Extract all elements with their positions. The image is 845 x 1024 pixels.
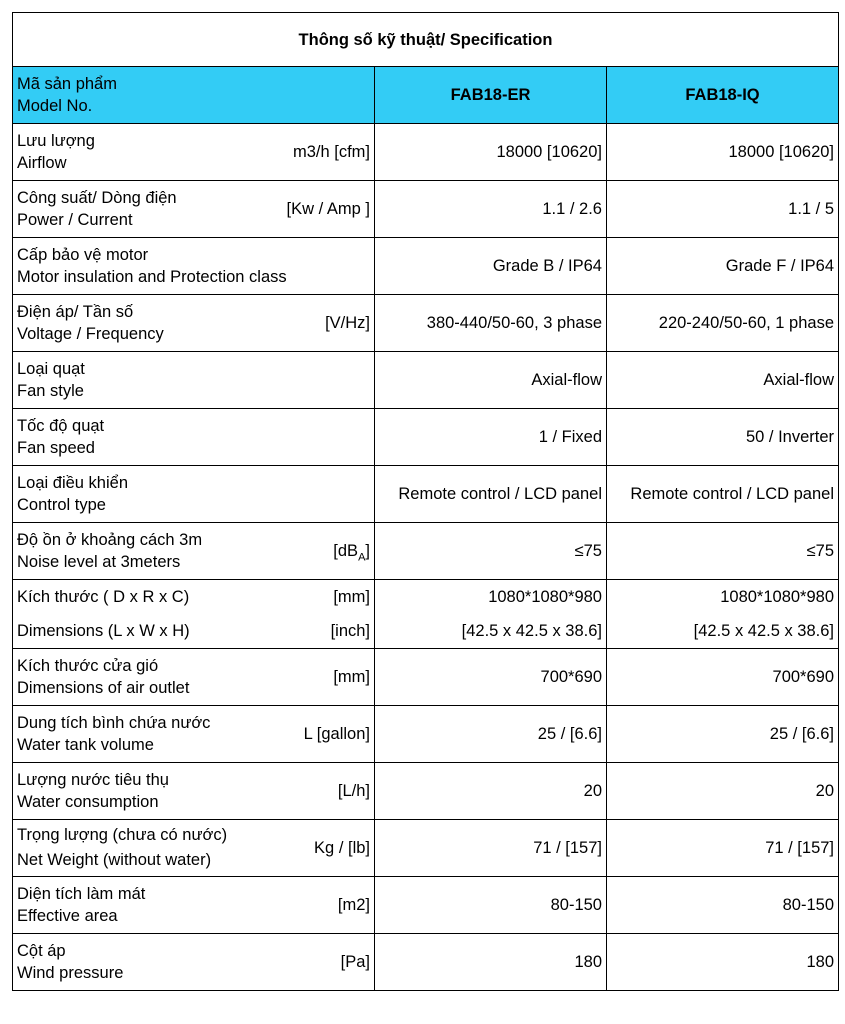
value-er [375, 580, 607, 649]
label-vi: Kích thước ( D x R x C) [17, 588, 190, 606]
value-iq: 25 / [6.6] [607, 706, 839, 763]
unit-mm: [mm] [333, 588, 370, 606]
value-er: Axial-flow [375, 352, 607, 409]
label-vi: Diện tích làm mát [17, 885, 146, 903]
row-label [13, 181, 375, 238]
model-label-vi: Mã sản phẩm [17, 75, 117, 93]
row-label [13, 466, 375, 523]
specification-table [12, 12, 839, 991]
table-row [13, 580, 839, 649]
label-vi: Công suất/ Dòng điện [17, 189, 177, 207]
row-label [13, 820, 375, 877]
value-er: 700*690 [375, 649, 607, 706]
value-inch: [42.5 x 42.5 x 38.6] [461, 622, 602, 640]
value-er: 1.1 / 2.6 [375, 181, 607, 238]
table-row [13, 523, 839, 580]
label-vi: Loại quạt [17, 360, 85, 378]
label-vi: Loại điều khiển [17, 474, 129, 492]
unit: [Kw / Amp ] [286, 200, 370, 218]
label-vi: Dung tích bình chứa nước [17, 714, 211, 732]
unit: L [gallon] [303, 725, 370, 743]
label-en: Airflow [17, 154, 67, 172]
value-er: 71 / [157] [375, 820, 607, 877]
value-er: 380-440/50-60, 3 phase [375, 295, 607, 352]
table-row [13, 820, 839, 877]
table-row [13, 124, 839, 181]
value-iq: 80-150 [607, 877, 839, 934]
value-er: Grade B / IP64 [375, 238, 607, 295]
table-title: Thông số kỹ thuật/ Specification [13, 13, 839, 67]
unit: [m2] [337, 896, 370, 914]
table-row [13, 352, 839, 409]
value-iq: 71 / [157] [607, 820, 839, 877]
unit: Kg / [lb] [314, 839, 370, 857]
label-en: Fan style [17, 382, 84, 400]
label-vi: Lưu lượng [17, 132, 95, 150]
label-en: Voltage / Frequency [17, 325, 164, 343]
value-iq: 1.1 / 5 [607, 181, 839, 238]
model-label [13, 67, 375, 124]
value-inch: [42.5 x 42.5 x 38.6] [693, 622, 835, 640]
label-vi: Độ ồn ở khoảng cách 3m [17, 531, 203, 549]
value-iq [607, 580, 839, 649]
header-row [13, 67, 839, 124]
row-label [13, 706, 375, 763]
row-label [13, 295, 375, 352]
value-er: Remote control / LCD panel [375, 466, 607, 523]
row-label [13, 649, 375, 706]
label-en: Power / Current [17, 211, 133, 229]
row-label [13, 934, 375, 991]
value-iq: 700*690 [607, 649, 839, 706]
value-er: 25 / [6.6] [375, 706, 607, 763]
label-en: Wind pressure [17, 964, 124, 982]
row-label [13, 523, 375, 580]
unit: [L/h] [337, 782, 370, 800]
table-row [13, 409, 839, 466]
value-iq: Axial-flow [607, 352, 839, 409]
value-iq: 220-240/50-60, 1 phase [607, 295, 839, 352]
value-mm: 1080*1080*980 [488, 588, 602, 606]
unit: [V/Hz] [325, 314, 370, 332]
row-label [13, 877, 375, 934]
value-iq: 20 [607, 763, 839, 820]
model-fab18-er: FAB18-ER [375, 67, 607, 124]
model-fab18-iq: FAB18-IQ [607, 67, 839, 124]
label-vi: Kích thước cửa gió [17, 657, 159, 675]
model-label-en: Model No. [17, 97, 93, 115]
value-er: 18000 [10620] [375, 124, 607, 181]
table-row [13, 466, 839, 523]
label-vi: Cột áp [17, 942, 66, 960]
value-er: ≤75 [375, 523, 607, 580]
row-label [13, 409, 375, 466]
label-en: Noise level at 3meters [17, 553, 181, 571]
label-vi: Trọng lượng (chưa có nước) [17, 826, 228, 844]
value-iq: 18000 [10620] [607, 124, 839, 181]
value-iq: 180 [607, 934, 839, 991]
row-label [13, 124, 375, 181]
table-row [13, 649, 839, 706]
row-label [13, 763, 375, 820]
table-row [13, 934, 839, 991]
value-iq: ≤75 [607, 523, 839, 580]
table-row [13, 763, 839, 820]
value-iq: 50 / Inverter [607, 409, 839, 466]
row-label [13, 580, 375, 649]
label-en: Fan speed [17, 439, 95, 457]
unit-main: [dB [333, 542, 359, 560]
unit: [mm] [333, 668, 370, 686]
value-iq: Remote control / LCD panel [607, 466, 839, 523]
label-en: Dimensions (L x W x H) [17, 622, 190, 640]
label-en: Water tank volume [17, 736, 154, 754]
table-row [13, 181, 839, 238]
unit-inch: [inch] [330, 622, 370, 640]
table-row [13, 238, 839, 295]
table-row [13, 295, 839, 352]
label-en: Effective area [17, 907, 118, 925]
value-er: 80-150 [375, 877, 607, 934]
unit: [Pa] [340, 953, 370, 971]
value-iq: Grade F / IP64 [607, 238, 839, 295]
value-mm: 1080*1080*980 [720, 588, 835, 606]
label-en: Net Weight (without water) [17, 851, 212, 869]
value-er: 180 [375, 934, 607, 991]
table-row [13, 877, 839, 934]
value-er: 1 / Fixed [375, 409, 607, 466]
unit-end: ] [365, 542, 370, 560]
label-vi: Lượng nước tiêu thụ [17, 771, 169, 789]
label-en: Motor insulation and Protection class [17, 268, 287, 286]
unit: m3/h [cfm] [292, 143, 370, 161]
unit [333, 540, 370, 562]
label-vi: Tốc độ quạt [17, 417, 105, 435]
label-vi: Cấp bảo vệ motor [17, 246, 149, 264]
row-label [13, 352, 375, 409]
label-vi: Điện áp/ Tần số [17, 303, 134, 321]
label-en: Dimensions of air outlet [17, 679, 190, 697]
label-en: Water consumption [17, 793, 159, 811]
label-en: Control type [17, 496, 106, 514]
value-er: 20 [375, 763, 607, 820]
row-label [13, 238, 375, 295]
table-row [13, 706, 839, 763]
unit-subscript: A [358, 551, 366, 564]
